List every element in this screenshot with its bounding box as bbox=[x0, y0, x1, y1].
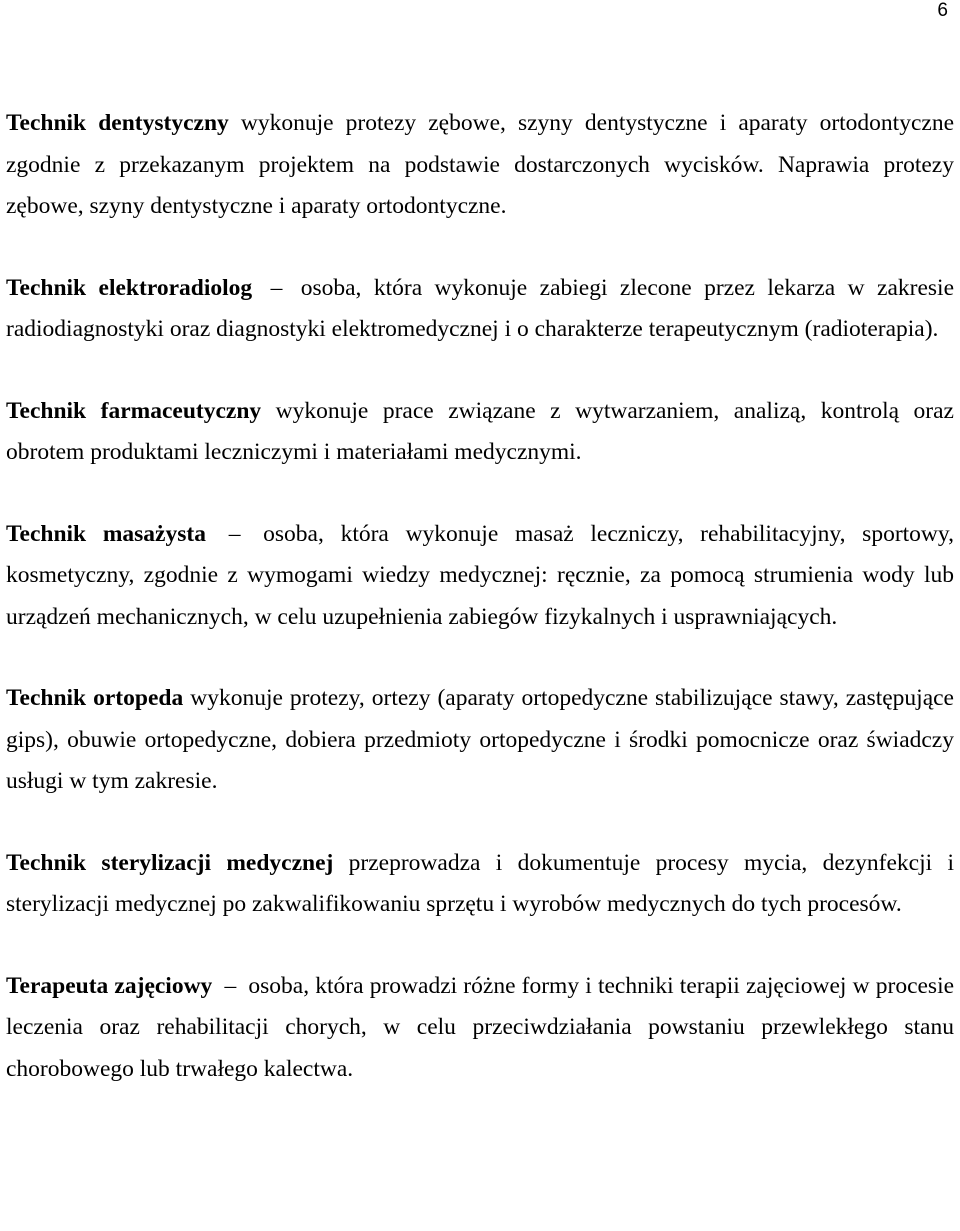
entry-technik-masazysta bbox=[6, 514, 954, 639]
entry-description: wykonuje protezy, ortezy (aparaty ortopedyczne stabilizujące stawy, zastępujące gips), obuwie ortopedyczne, dobiera przedmioty ortopedyczne i środki pomocnicze oraz świadczy usługi w tym zakresie. bbox=[6, 685, 954, 794]
entry-description: przeprowadza i dokumentuje procesy mycia, dezynfekcji i sterylizacji medycznej po zakwalifikowaniu sprzętu i wyrobów medycznych do tych procesów. bbox=[6, 849, 955, 917]
entry-terapeuta-zajeciowy bbox=[6, 966, 954, 1091]
entry-term: Terapeuta zajęciowy bbox=[6, 972, 213, 999]
entry-technik-dentystyczny bbox=[6, 103, 954, 228]
entry-technik-elektroradiolog bbox=[6, 268, 954, 351]
entry-term: Technik masażysta bbox=[6, 520, 206, 547]
entry-description: osoba, która wykonuje masaż leczniczy, rehabilitacyjny, sportowy, kosmetyczny, zgodnie z wymogami wiedzy medycznej: ręcznie, za pomocą strumienia wody lub urządzeń mechanicznych, w celu uzupełnienia zabiegów fizykalnych i usprawniających. bbox=[6, 520, 955, 630]
entry-term: Technik ortopeda bbox=[6, 685, 184, 711]
entry-term: Technik dentystyczny bbox=[6, 110, 229, 136]
entry-term: Technik farmaceutyczny bbox=[6, 397, 262, 424]
entry-technik-farmaceutyczny bbox=[6, 391, 954, 474]
entry-term: Technik sterylizacji medycznej bbox=[6, 849, 334, 876]
entry-description: wykonuje protezy zębowe, szyny dentystyczne i aparaty ortodontyczne zgodnie z przekazanym projektem na podstawie dostarczonych wycisków. Naprawia protezy zębowe, szyny dentystyczne i aparaty ortodontyczne. bbox=[6, 110, 954, 219]
entry-description: osoba, która prowadzi różne formy i techniki terapii zajęciowej w procesie leczenia oraz rehabilitacji chorych, w celu przeciwdziałania powstaniu przewlekłego stanu chorobowego lub trwałego kalectwa. bbox=[6, 972, 955, 1082]
entry-dash: – bbox=[270, 274, 283, 301]
page-number: 6 bbox=[937, 0, 948, 21]
entry-description: wykonuje prace związane z wytwarzaniem, analizą, kontrolą oraz obrotem produktami leczniczymi i materiałami medycznymi. bbox=[6, 397, 954, 465]
entry-description: osoba, która wykonuje zabiegi zlecone przez lekarza w zakresie radiodiagnostyki oraz diagnostyki elektromedycznej i o charakterze terapeutycznym (radioterapia). bbox=[6, 274, 955, 342]
entry-term: Technik elektroradiolog bbox=[6, 274, 253, 301]
document-body bbox=[6, 103, 954, 1090]
entry-dash: – bbox=[224, 972, 237, 999]
entry-technik-ortopeda bbox=[6, 678, 954, 803]
entry-dash: – bbox=[228, 520, 241, 547]
entry-technik-sterylizacji-medycznej bbox=[6, 843, 954, 926]
